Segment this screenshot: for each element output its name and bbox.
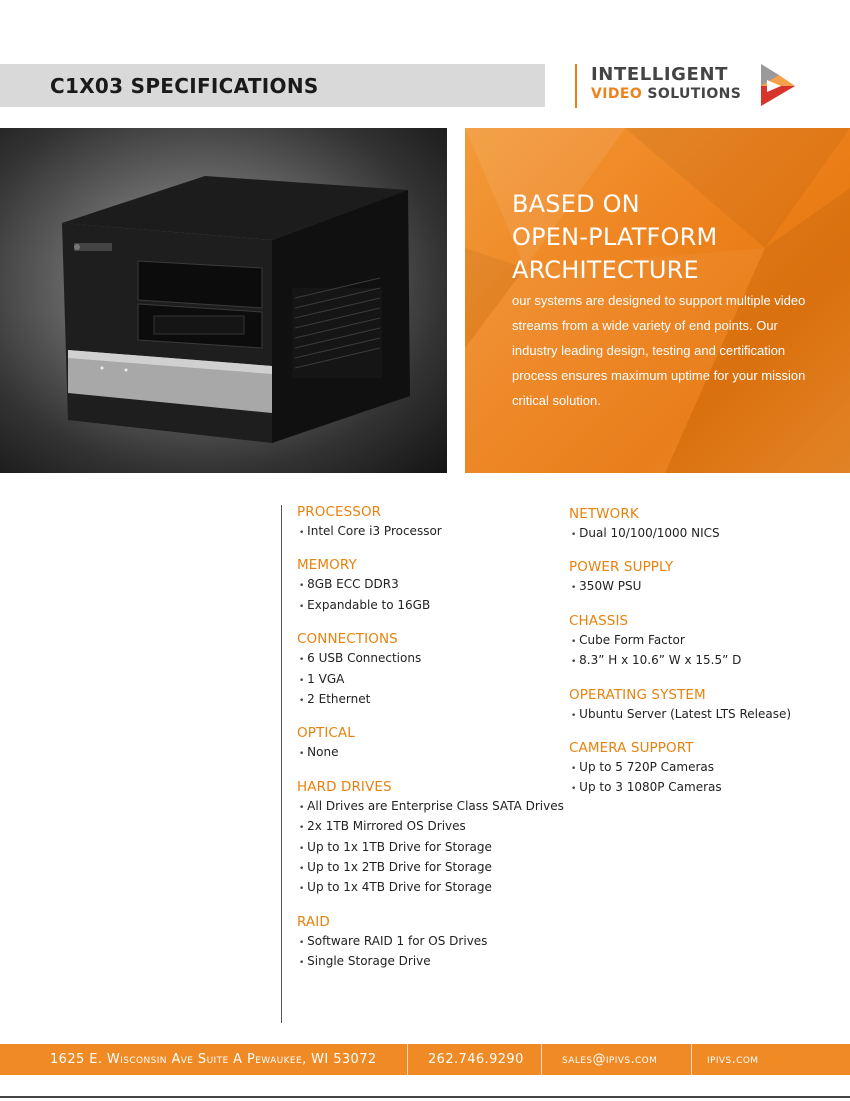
spec-item: • Up to 1x 1TB Drive for Storage [297, 838, 567, 858]
logo-text-video-solutions [591, 86, 741, 102]
spec-list [297, 797, 567, 899]
hero-panel [465, 128, 850, 473]
spec-section-title: OPTICAL [297, 725, 355, 742]
spec-item: • Expandable to 16GB [297, 596, 567, 616]
logo-text-solutions: SOLUTIONS [647, 86, 742, 102]
hero-description: our systems are designed to support multiple video streams from a wide variety of end points. Our industry leading design, testing and certification process ensures maximum uptime for your mission critical solution. [512, 293, 806, 408]
spec-list [569, 524, 839, 544]
spec-section-title: CAMERA SUPPORT [569, 740, 694, 757]
footer-phone[interactable]: 262.746.9290 [428, 1052, 524, 1067]
spec-section-chassis [569, 613, 839, 672]
spec-section-title: POWER SUPPLY [569, 559, 674, 576]
footer-address: 1625 E. Wisconsin Ave Suite A Pewaukee, WI 53072 [50, 1052, 377, 1067]
spec-section-title: RAID [297, 913, 330, 930]
spec-item: • Up to 5 720P Cameras [569, 758, 839, 778]
spec-item: • 6 USB Connections [297, 649, 567, 669]
spec-item: • Up to 1x 4TB Drive for Storage [297, 878, 567, 898]
spec-list [297, 522, 567, 542]
spec-list [569, 758, 839, 799]
spec-list [297, 743, 567, 763]
spec-item: • Ubuntu Server (Latest LTS Release) [569, 705, 839, 725]
specs-right-column [569, 506, 839, 814]
spec-item: • 2x 1TB Mirrored OS Drives [297, 817, 567, 837]
spec-list [569, 577, 839, 597]
logo-text-video: VIDEO [591, 86, 643, 102]
spec-list [569, 705, 839, 725]
specs-left-column [297, 504, 567, 988]
spec-item: • Up to 3 1080P Cameras [569, 778, 839, 798]
spec-section-network [569, 506, 839, 544]
bottom-rule [0, 1096, 850, 1098]
spec-item: • Dual 10/100/1000 NICS [569, 524, 839, 544]
title-bar [0, 64, 545, 107]
hero-heading [512, 188, 832, 287]
spec-section-optical [297, 725, 567, 763]
hero-heading-line: OPEN-PLATFORM [512, 223, 718, 251]
spec-section-raid [297, 914, 567, 973]
spec-section-title: OPERATING SYSTEM [569, 686, 706, 703]
spec-section-title: NETWORK [569, 506, 639, 522]
spec-list [569, 631, 839, 672]
logo-divider [575, 64, 577, 108]
spec-item: • 8GB ECC DDR3 [297, 575, 567, 595]
spec-list [297, 649, 567, 710]
spec-section-title: CONNECTIONS [297, 631, 398, 648]
spec-item: • Single Storage Drive [297, 952, 567, 972]
spec-section-title: CHASSIS [569, 612, 629, 629]
spec-section-power-supply [569, 559, 839, 597]
spec-item: • 8.3” H x 10.6” W x 15.5” D [569, 651, 839, 671]
server-chassis-image [0, 128, 447, 473]
company-logo [575, 62, 805, 112]
spec-section-hard-drives [297, 779, 567, 899]
footer-website-link[interactable]: ipivs.com [707, 1052, 759, 1067]
footer-email-link[interactable]: sales@ipivs.com [562, 1052, 658, 1067]
page-title: C1X03 SPECIFICATIONS [50, 73, 319, 98]
column-divider [281, 505, 282, 1023]
play-triangle-logo-icon [757, 62, 797, 108]
spec-section-operating-system [569, 687, 839, 725]
spec-item: • Cube Form Factor [569, 631, 839, 651]
spec-item: • All Drives are Enterprise Class SATA Drives [297, 797, 567, 817]
spec-section-title: PROCESSOR [297, 504, 382, 520]
spec-section-title: HARD DRIVES [297, 778, 392, 795]
spec-item: • 350W PSU [569, 577, 839, 597]
spec-section-title: MEMORY [297, 557, 357, 574]
spec-list [297, 932, 567, 973]
hero-heading-line: ARCHITECTURE [512, 256, 699, 284]
hero-heading-line: BASED ON [512, 190, 640, 218]
spec-item: • None [297, 743, 567, 763]
spec-section-processor [297, 504, 567, 542]
spec-item: • Software RAID 1 for OS Drives [297, 932, 567, 952]
spec-list [297, 575, 567, 616]
spec-item: • 1 VGA [297, 670, 567, 690]
product-photo [0, 128, 447, 473]
logo-text-intelligent: INTELLIGENT [591, 64, 728, 85]
footer-bar [0, 1044, 850, 1075]
spec-item: • 2 Ethernet [297, 690, 567, 710]
spec-item: • Up to 1x 2TB Drive for Storage [297, 858, 567, 878]
spec-section-connections [297, 631, 567, 710]
spec-section-camera-support [569, 740, 839, 799]
spec-section-memory [297, 557, 567, 616]
spec-item: • Intel Core i3 Processor [297, 522, 567, 542]
